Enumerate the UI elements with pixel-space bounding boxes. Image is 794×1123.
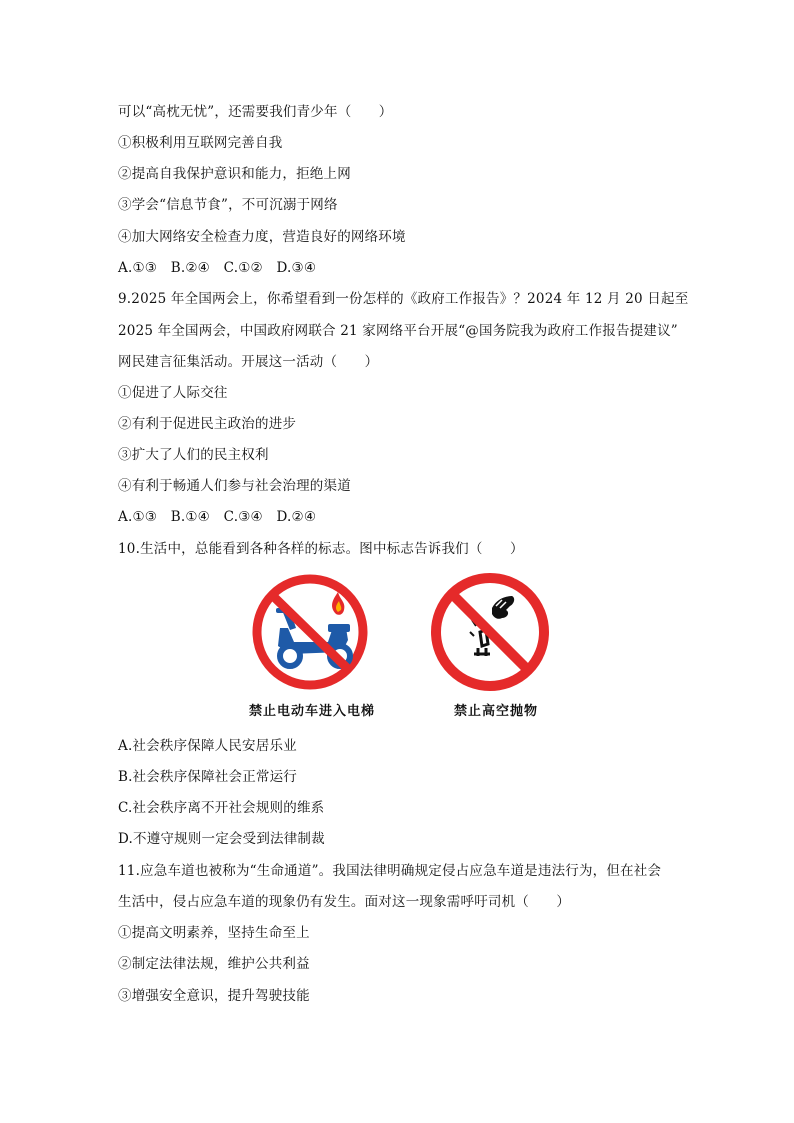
q11-option-3: ③增强安全意识，提升驾驶技能 [118,988,310,1004]
no-throwing-from-height-icon [426,570,566,694]
q11-option-2: ②制定法律法规，维护公共利益 [118,956,310,972]
q8-option-4: ④加大网络安全检查力度，营造良好的网络环境 [118,229,406,245]
q8-option-2: ②提高自我保护意识和能力，拒绝上网 [118,166,351,182]
q8-choices: A.①③ B.②④ C.①② D.③④ [118,260,317,276]
sign-label-no-throwing-from-height: 禁止高空抛物 [453,704,538,719]
q10-sign-figure [230,570,570,720]
q11-stem-line-2: 生活中，侵占应急车道的现象仍有发生。面对这一现象需呼吁司机（ ） [118,894,571,910]
q10-option-a: A.社会秩序保障人民安居乐业 [118,738,297,754]
q8-option-1: ①积极利用互联网完善自我 [118,135,283,151]
q9-option-4: ④有利于畅通人们参与社会治理的渠道 [118,478,351,494]
no-electric-scooter-icon [242,570,382,694]
q10-option-d: D.不遵守规则一定会受到法律制裁 [118,831,325,847]
q9-stem-line-1: 9.2025 年全国两会上，你希望看到一份怎样的《政府工作报告》？2024 年 12 月 20 日起至 [118,291,689,307]
q11-stem-line-1: 11.应急车道也被称为“生命通道”。我国法律明确规定侵占应急车道是违法行为，但在社会 [118,863,662,879]
sign-label-no-electric-scooter: 禁止电动车进入电梯 [248,704,375,719]
q8-option-3: ③学会“信息节食”，不可沉溺于网络 [118,197,338,213]
q9-stem-line-2: 2025 年全国两会，中国政府网联合 21 家网络平台开展“@国务院我为政府工作报告提建议” [118,323,678,339]
q9-option-2: ②有利于促进民主政治的进步 [118,416,297,432]
sign-no-throwing-from-height [426,570,566,719]
q10-stem: 10.生活中，总能看到各种各样的标志。图中标志告诉我们（ ） [118,541,524,557]
q11-option-1: ①提高文明素养，坚持生命至上 [118,925,310,941]
q9-option-1: ①促进了人际交往 [118,385,228,401]
q10-option-c: C.社会秩序离不开社会规则的维系 [118,800,325,816]
q9-stem-line-3: 网民建言征集活动。开展这一活动（ ） [118,354,379,370]
q9-choices: A.①③ B.①④ C.③④ D.②④ [118,509,317,525]
q10-option-b: B.社会秩序保障社会正常运行 [118,769,298,785]
q9-option-3: ③扩大了人们的民主权利 [118,447,269,463]
q8-stem-continued: 可以“高枕无忧”，还需要我们青少年（ ） [118,104,393,120]
sign-no-electric-scooter [242,570,382,719]
